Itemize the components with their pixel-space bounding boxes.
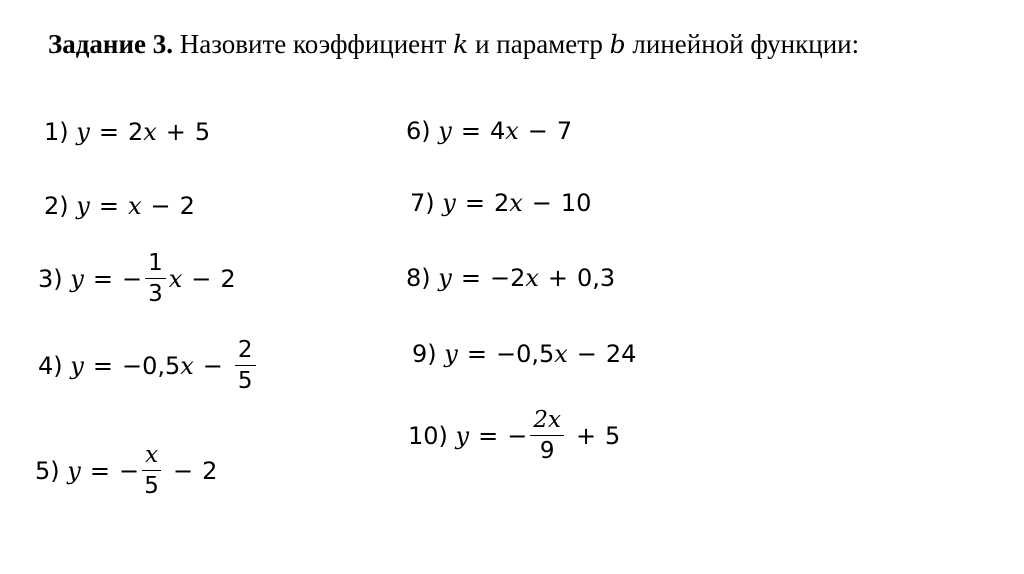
equation-7: 7) y = 2 x − 10 [410, 189, 592, 217]
equation-number: 10) [408, 421, 448, 450]
equation-3: 3) y = − $\frac{1}{3}$ x − 2 [38, 250, 236, 308]
equation-number: 2) [44, 192, 69, 220]
fraction: $\frac{1}{3}$ [145, 250, 166, 308]
param-b: 2 [220, 264, 236, 293]
equation-5: 5) y = − $\frac{x}{5}$ − 2 [35, 442, 218, 500]
equation-number: 4) [38, 351, 63, 380]
param-b: 2 [202, 456, 218, 485]
equation-number: 8) [406, 264, 431, 292]
param-b: 10 [560, 189, 592, 217]
equation-number: 9) [412, 340, 437, 368]
coef-k: −2 [489, 264, 526, 292]
param-b: 2 [179, 192, 195, 220]
equation-2: 2) y = x − 2 [44, 192, 195, 220]
coef-k: −0,5 [495, 340, 555, 368]
coef-k: 2 [493, 189, 510, 217]
equation-number: 7) [410, 189, 435, 217]
coef-k: −0,5 [121, 351, 181, 380]
param-b: 5 [194, 118, 211, 146]
coef-k: 2 [127, 118, 144, 146]
equation-4: 4) y = −0,5 x − $\frac{2}{5}$ [38, 337, 259, 395]
fraction: $\frac{2}{5}$ [235, 337, 256, 395]
equation-8: 8) y = −2 x + 0,3 [406, 264, 616, 292]
var-k: k [453, 30, 469, 59]
task-label: Задание 3. [48, 29, 174, 59]
param-b: 24 [605, 340, 637, 368]
equation-number: 6) [406, 117, 431, 145]
equation-number: 1) [44, 118, 69, 146]
equation-number: 3) [38, 264, 63, 293]
param-b: 7 [556, 117, 573, 145]
task-text-1: Назовите коэффициент [179, 29, 447, 59]
equation-1: 1) y = 2 x + 5 [44, 118, 211, 146]
equation-9: 9) y = −0,5 x − 24 [412, 340, 637, 368]
equation-10: 10) y = − $\frac{2x}{9}$ + 5 [408, 407, 621, 465]
coef-k: 4 [489, 117, 506, 145]
var-b: b [609, 30, 626, 59]
equation-6: 6) y = 4 x − 7 [406, 117, 573, 145]
equation-number: 5) [35, 456, 60, 485]
param-b: 0,3 [577, 264, 616, 292]
task-title [48, 29, 859, 60]
task-text-3: линейной функции: [632, 29, 860, 59]
fraction: $\frac{x}{5}$ [142, 442, 161, 500]
task-text-2: и параметр [475, 29, 603, 59]
param-b: 5 [605, 421, 621, 450]
fraction: $\frac{2x}{9}$ [530, 407, 564, 465]
